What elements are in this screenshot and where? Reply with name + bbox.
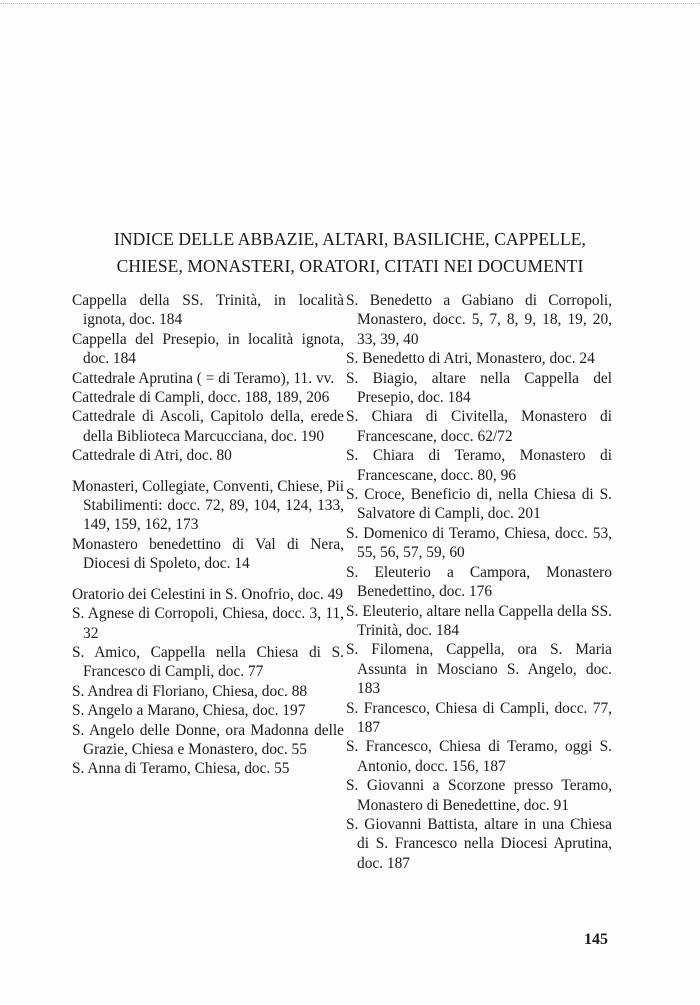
index-left-column	[72, 291, 344, 779]
index-entry: Oratorio dei Celestini in S. Onofrio, doc. 49	[72, 585, 344, 603]
index-entry: S. Andrea di Floriano, Chiesa, doc. 88	[72, 682, 308, 700]
index-entry: S. Angelo delle Donne, ora Madonna delle Grazie, Chiesa e Monastero, doc. 55	[72, 721, 344, 758]
index-entry: S. Amico, Cappella nella Chiesa di S. Francesco di Campli, doc. 77	[72, 643, 344, 681]
index-entry: Cattedrale di Atri, doc. 80	[72, 447, 232, 465]
index-entry: Cappella della SS. Trinità, in località ignota, doc. 184	[72, 292, 344, 329]
index-entry: S. Chiara di Civitella, Monastero di Francescane, docc. 62/72	[346, 408, 612, 445]
index-entry: S. Benedetto a Gabiano di Corropoli, Monastero, docc. 5, 7, 8, 9, 18, 19, 20, 33, 39, 40	[346, 292, 612, 348]
index-entry: S. Angelo a Marano, Chiesa, doc. 197	[72, 702, 306, 720]
index-entry: S. Croce, Beneficio di, nella Chiesa di S. Salvatore di Campli, doc. 201	[346, 486, 612, 523]
index-entry: Cattedrale di Campli, docc. 188, 189, 206	[72, 389, 330, 407]
index-entry: S. Anna di Teramo, Chiesa, doc. 55	[72, 760, 290, 778]
index-entry: S. Chiara di Teramo, Monastero di Francescane, docc. 80, 96	[346, 447, 612, 484]
index-entry: Cattedrale Aprutina ( = di Teramo), 11. vv.	[72, 369, 335, 387]
index-entry: S. Giovanni Battista, altare in una Chiesa di S. Francesco nella Diocesi Aprutina, doc. 187	[346, 815, 612, 872]
index-entry: Cattedrale di Ascoli, Capitolo della, erede della Biblioteca Marcucciana, doc. 190	[72, 408, 344, 445]
index-entry: S. Giovanni a Scorzone presso Teramo, Monastero di Benedettine, doc. 91	[346, 777, 612, 814]
index-right-column	[346, 291, 612, 873]
index-entry: S. Benedetto di Atri, Monastero, doc. 24	[346, 350, 595, 368]
index-entry: S. Francesco, Chiesa di Teramo, oggi S. Antonio, docc. 156, 187	[346, 738, 612, 775]
index-entry: S. Francesco, Chiesa di Campli, docc. 77, 187	[346, 699, 612, 736]
index-entry: S. Eleuterio a Campora, Monastero Benedettino, doc. 176	[346, 563, 612, 601]
index-entry: Monastero benedettino di Val di Nera, Diocesi di Spoleto, doc. 14	[72, 535, 344, 573]
page-number: 145	[584, 931, 608, 948]
index-entry: S. Biagio, altare nella Cappella del Presepio, doc. 184	[346, 369, 612, 407]
index-entry: S. Domenico di Teramo, Chiesa, docc. 53, 55, 56, 57, 59, 60	[346, 524, 612, 562]
index-entry: Cappella del Presepio, in località ignota, doc. 184	[72, 330, 344, 368]
top-edge-rule	[0, 3, 700, 4]
index-heading-line-1: INDICE DELLE ABBAZIE, ALTARI, BASILICHE, CAPPELLE,	[113, 229, 587, 249]
index-entry: S. Agnese di Corropoli, Chiesa, docc. 3, 11, 32	[72, 605, 344, 642]
index-entry: S. Eleuterio, altare nella Cappella della SS. Trinità, doc. 184	[346, 602, 612, 639]
index-entry: S. Filomena, Cappella, ora S. Maria Assunta in Mosciano S. Angelo, doc. 183	[346, 641, 612, 698]
index-heading-line-2: CHIESE, MONASTERI, ORATORI, CITATI NEI DOCUMENTI	[116, 256, 584, 276]
index-heading	[60, 226, 640, 280]
index-entry: Monasteri, Collegiate, Conventi, Chiese, Pii Stabilimenti: docc. 72, 89, 104, 124, 133, 149, 159, 162, 173	[72, 477, 344, 534]
